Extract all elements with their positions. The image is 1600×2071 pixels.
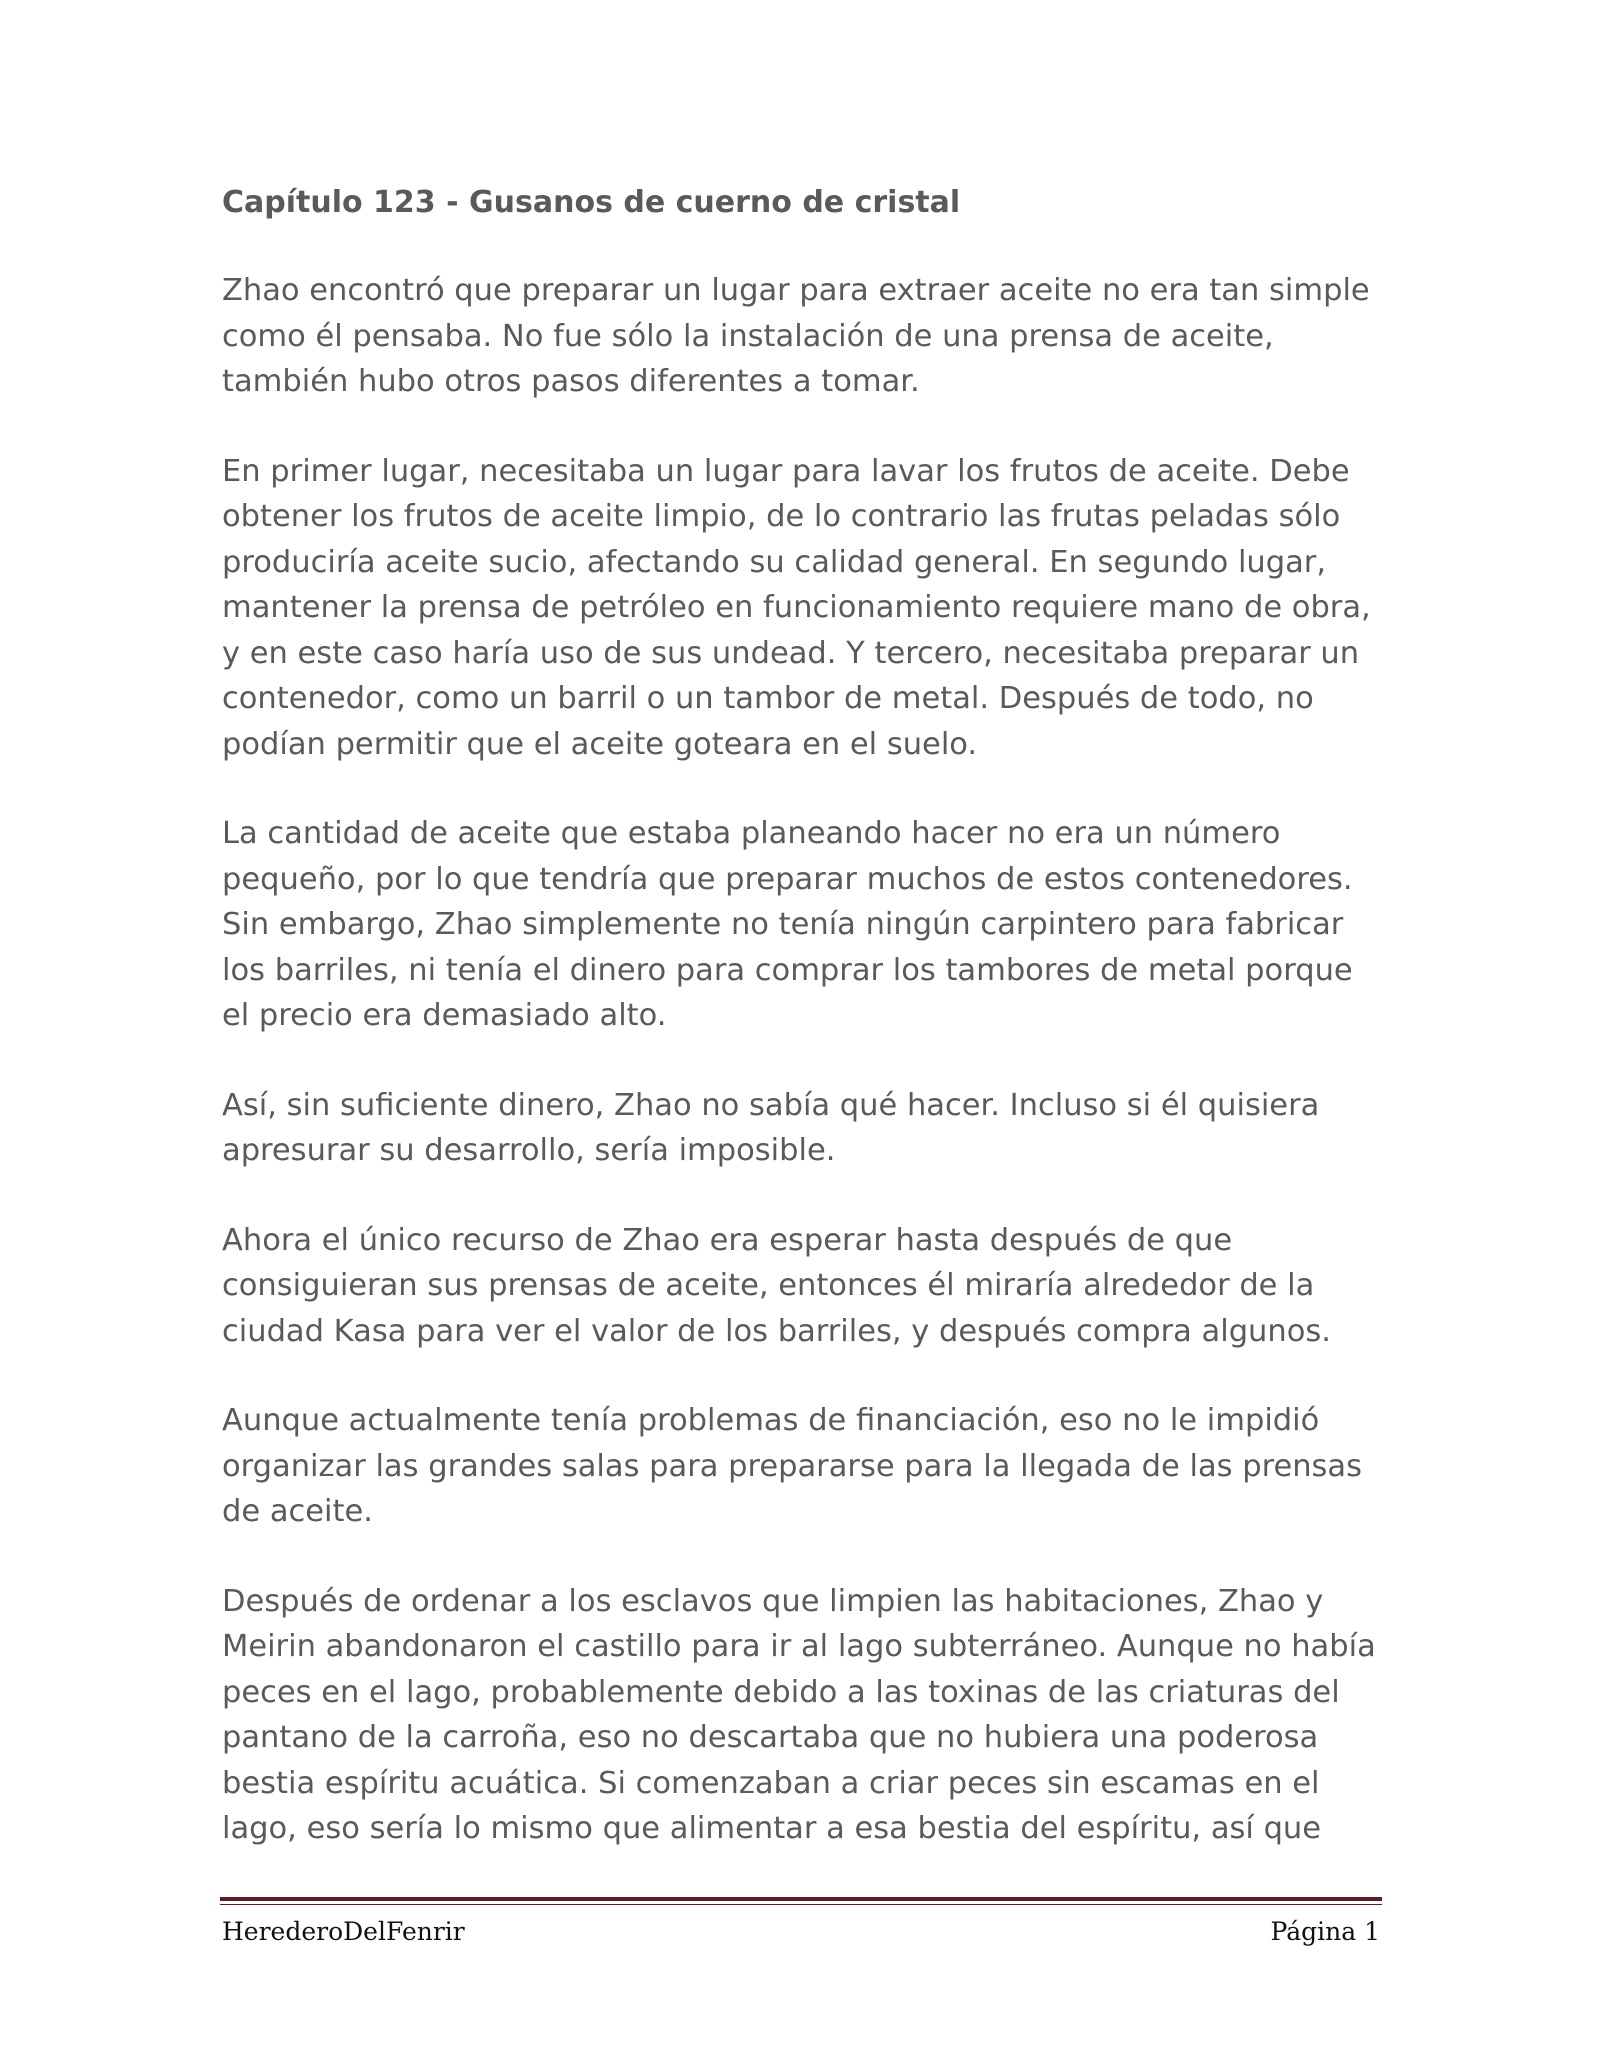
paragraph-2: En primer lugar, necesitaba un lugar para lavar los frutos de aceite. Debe obtener los frutos de aceite limpio, de lo contrario las frutas peladas sólo produciría aceite sucio, afectando su calidad general. En segundo lugar, mantener la prensa de petróleo en funcionamiento requiere mano de obra, y en este caso haría uso de sus undead. Y tercero, necesitaba preparar un contenedor, como un barril o un tambor de metal. Después de todo, no podían permitir que el aceite goteara en el suelo. [222,453,1371,762]
footer-divider [220,1897,1382,1901]
paragraph-5: Ahora el único recurso de Zhao era esperar hasta después de que consiguieran sus prensas de aceite, entonces él miraría alrededor de la ciudad Kasa para ver el valor de los barriles, y después compra algunos. [222,1222,1331,1349]
paragraph-6: Aunque actualmente tenía problemas de financiación, eso no le impidió organizar las grandes salas para prepararse para la llegada de las prensas de aceite. [222,1403,1363,1529]
document-page [222,180,1382,1896]
chapter-title: Capítulo 123 - Gusanos de cuerno de cristal [222,185,961,220]
page-footer [222,1912,1380,1952]
footer-author: HerederoDelFenrir [222,1917,465,1946]
footer-divider-thin [220,1904,1382,1905]
paragraph-7: Después de ordenar a los esclavos que limpien las habitaciones, Zhao y Meirin abandonaron el castillo para ir al lago subterráneo. Aunque no había peces en el lago, probablemente debido a las toxinas de las criaturas del pantano de la carroña, eso no descartaba que no hubiera una poderosa bestia espíritu acuática. Si comenzaban a criar peces sin escamas en el lago, eso sería lo mismo que alimentar a esa bestia del espíritu, así que [222,1583,1376,1846]
paragraph-4: Así, sin suficiente dinero, Zhao no sabía qué hacer. Incluso si él quisiera apresurar su desarrollo, sería imposible. [222,1087,1320,1168]
paragraph-1: Zhao encontró que preparar un lugar para extraer aceite no era tan simple como él pensaba. No fue sólo la instalación de una prensa de aceite, también hubo otros pasos diferentes a tomar. [222,273,1370,399]
paragraph-3: La cantidad de aceite que estaba planeando hacer no era un número pequeño, por lo que tendría que preparar muchos de estos contenedores. Sin embargo, Zhao simplemente no tenía ningún carpintero para fabricar los barriles, ni tenía el dinero para comprar los tambores de metal porque el precio era demasiado alto. [222,816,1353,1033]
footer-page-number: Página 1 [1270,1917,1380,1946]
